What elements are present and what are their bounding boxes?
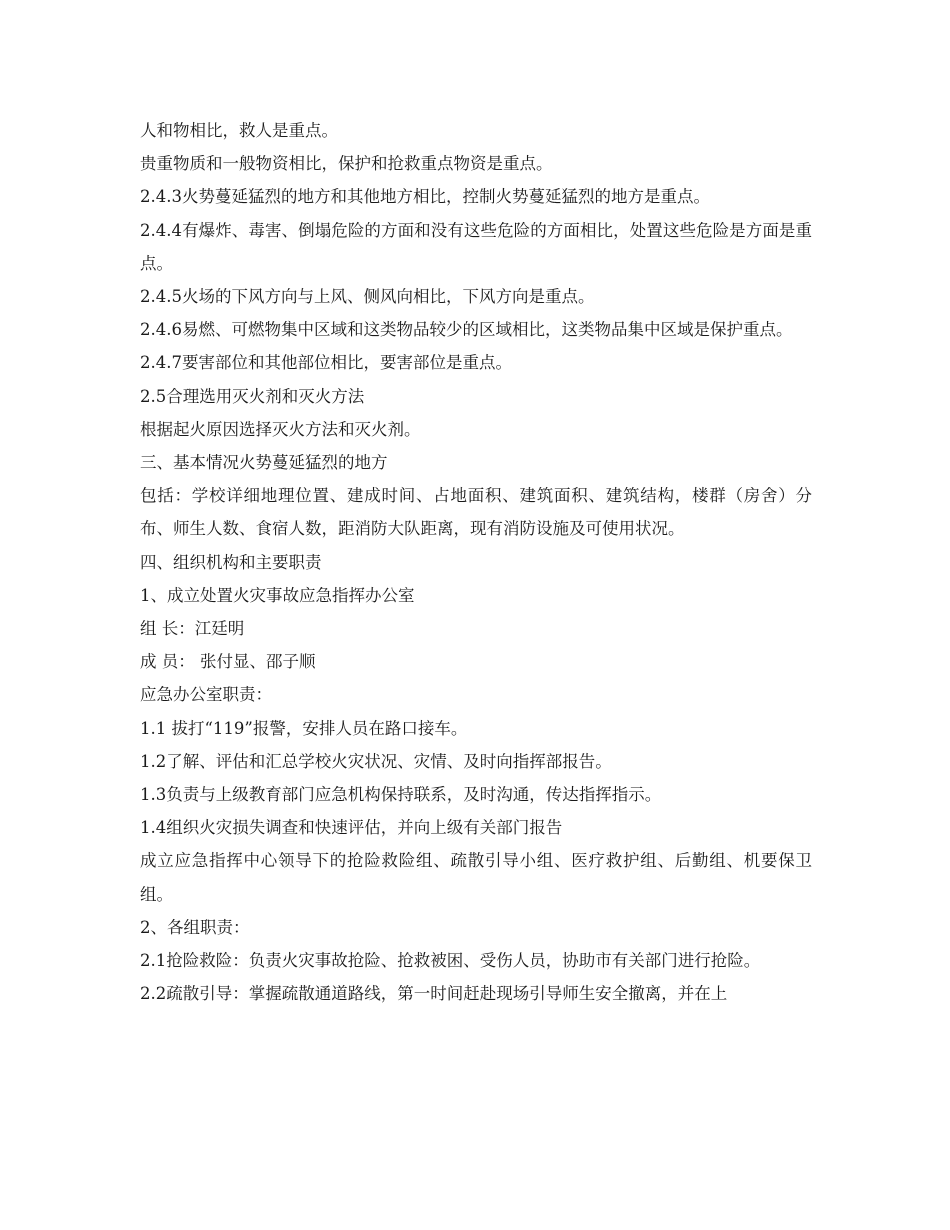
paragraph: 1.3负责与上级教育部门应急机构保持联系，及时沟通，传达指挥指示。 — [140, 785, 662, 805]
paragraph: 1.1 拔打“119”报警，安排人员在路口接车。 — [140, 718, 468, 738]
paragraph: 2.4.7要害部位和其他部位相比，要害部位是重点。 — [140, 353, 512, 373]
document-page — [140, 114, 812, 1010]
paragraph: 组 长：江廷明 — [140, 619, 245, 639]
paragraph: 2.1抢险救险：负责火灾事故抢险、抢救被困、受伤人员，协助市有关部门进行抢险。 — [140, 951, 761, 971]
section-heading: 三、基本情况火势蔓延猛烈的地方 — [140, 453, 388, 473]
paragraph: 2.4.5火场的下风方向与上风、侧风向相比，下风方向是重点。 — [140, 287, 595, 307]
section-heading: 1、成立处置火灾事故应急指挥办公室 — [140, 585, 415, 605]
paragraph: 成立应急指挥中心领导下的抢险救险组、疏散引导小组、医疗救护组、后勤组、机要保卫组。 — [140, 851, 812, 904]
paragraph: 2.4.4有爆炸、毒害、倒塌危险的方面和没有这些危险的方面相比，处置这些危险是方面是重点。 — [140, 220, 812, 273]
paragraph: 包括：学校详细地理位置、建成时间、占地面积、建筑面积、建筑结构，楼群（房舍）分布、师生人数、食宿人数，距消防大队距离，现有消防设施及可使用状况。 — [140, 486, 812, 539]
paragraph: 2.4.6易燃、可燃物集中区域和这类物品较少的区域相比，这类物品集中区域是保护重点。 — [140, 320, 793, 340]
paragraph: 2.4.3火势蔓延猛烈的地方和其他地方相比，控制火势蔓延猛烈的地方是重点。 — [140, 187, 710, 207]
paragraph: 1.4组织火灾损失调查和快速评估，并向上级有关部门报告 — [140, 818, 563, 838]
paragraph: 人和物相比，救人是重点。 — [140, 121, 338, 140]
section-heading: 2、各组职责： — [140, 917, 250, 937]
paragraph: 2.2疏散引导：掌握疏散通道路线，第一时间赶赴现场引导师生安全撤离，并在上 — [140, 984, 728, 1004]
section-heading: 2.5合理选用灭火剂和灭火方法 — [140, 386, 365, 406]
paragraph: 贵重物质和一般物资相比，保护和抢救重点物资是重点。 — [140, 154, 553, 174]
paragraph: 1.2了解、评估和汇总学校火灾状况、灾情、及时向指挥部报告。 — [140, 751, 612, 771]
paragraph: 应急办公室职责： — [140, 685, 272, 705]
paragraph: 根据起火原因选择灭火方法和灭火剂。 — [140, 419, 421, 439]
section-heading: 四、组织机构和主要职责 — [140, 552, 322, 572]
paragraph: 成 员： 张付显、邵子顺 — [140, 652, 316, 672]
